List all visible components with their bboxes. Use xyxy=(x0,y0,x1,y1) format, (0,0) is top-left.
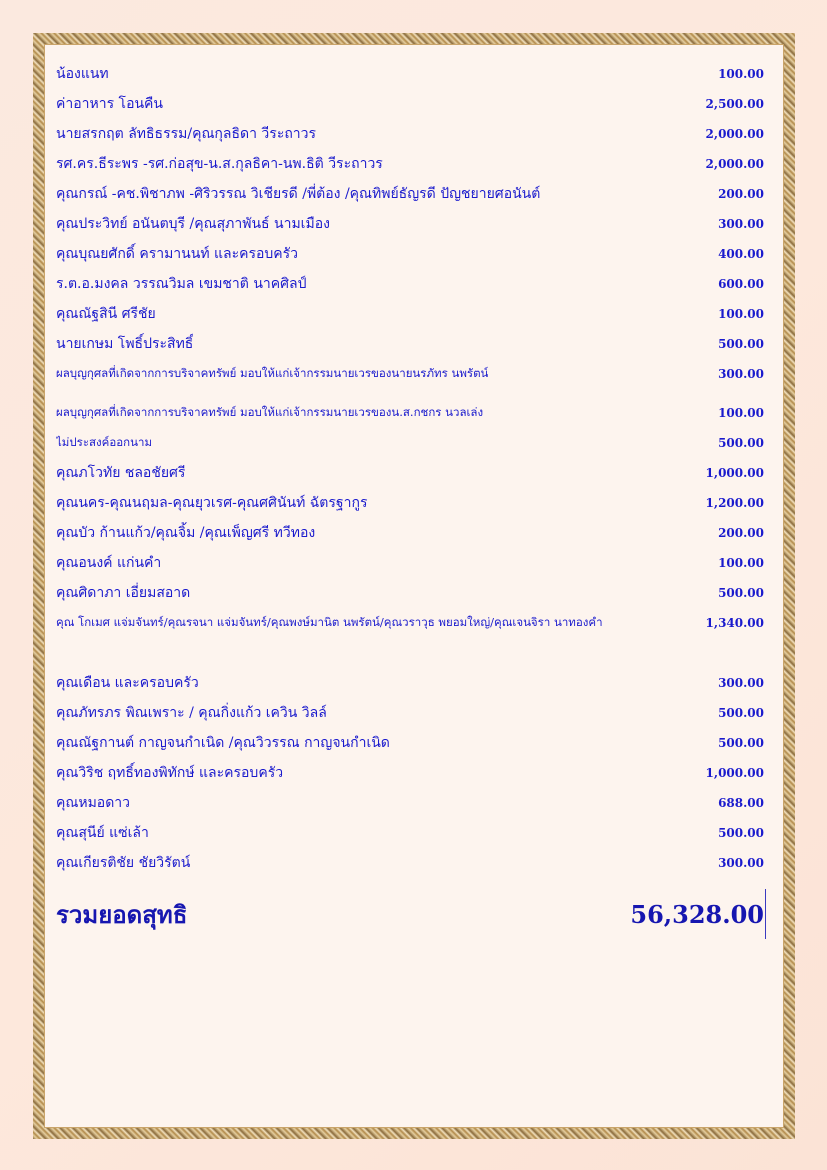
donor-name: คุณบัว ก้านแก้ว/คุณจิ้ม /คุณเพ็ญศรี ทวีทอง xyxy=(56,525,316,541)
total-row xyxy=(56,894,764,934)
list-item xyxy=(56,518,764,548)
list-item xyxy=(56,578,764,608)
total-value: 56,328.00 xyxy=(630,899,764,929)
list-item xyxy=(56,668,764,698)
list-item xyxy=(56,608,764,638)
list-item xyxy=(56,458,764,488)
donation-amount: 2,000.00 xyxy=(705,127,764,141)
list-item xyxy=(56,89,764,119)
donor-name: คุณนคร-คุณนฤมล-คุณยุวเรศ-คุณศศินันท์ ฉัตรฐากูร xyxy=(56,495,368,511)
donor-name: คุณวิริช ฤทธิ์ทองพิทักษ์ และครอบครัว xyxy=(56,765,284,781)
list-item xyxy=(56,299,764,329)
donation-amount: 500.00 xyxy=(718,826,764,840)
list-item xyxy=(56,398,764,428)
donation-amount: 300.00 xyxy=(718,367,764,381)
donor-name: ผลบุญกุศลที่เกิดจากการบริจาคทรัพย์ มอบให้แก่เจ้ากรรมนายเวรของนายนรภัทร นพรัตน์ xyxy=(56,366,489,380)
donation-amount: 400.00 xyxy=(718,247,764,261)
donation-amount: 500.00 xyxy=(718,337,764,351)
row-spacer xyxy=(56,638,764,668)
donor-name: คุณบุณยศักดิ์ ครามานนท์ และครอบครัว xyxy=(56,246,299,262)
list-item xyxy=(56,758,764,788)
donor-name: คุณกรณ์ -คช.พิชาภพ -ศิริวรรณ วิเชียรดี /พี่ต้อง /คุณทิพย์ธัญรดี ปัญชยายศอนันต์ xyxy=(56,186,541,202)
list-item xyxy=(56,488,764,518)
donation-amount: 100.00 xyxy=(718,67,764,81)
list-item xyxy=(56,179,764,209)
donation-amount: 500.00 xyxy=(718,706,764,720)
donor-name: นายเกษม โพธิ์ประสิทธิ์ xyxy=(56,336,194,352)
list-item xyxy=(56,149,764,179)
page-frame xyxy=(33,33,795,1139)
row-spacer xyxy=(56,389,764,398)
donation-amount: 2,500.00 xyxy=(705,97,764,111)
total-label: รวมยอดสุทธิ xyxy=(56,899,188,929)
list-item xyxy=(56,848,764,878)
donation-amount: 200.00 xyxy=(718,526,764,540)
donor-name: คุณเดือน และครอบครัว xyxy=(56,675,199,691)
donor-name: คุณภัทรภร พิณเพราะ / คุณกิ่งแก้ว เควิน วิลล์ xyxy=(56,705,327,721)
donation-amount: 1,000.00 xyxy=(705,466,764,480)
donor-name: คุณประวิทย์ อนันตบุรี /คุณสุภาพันธ์ นามเมือง xyxy=(56,216,330,232)
total-divider xyxy=(765,889,766,939)
donation-amount: 1,000.00 xyxy=(705,766,764,780)
donation-amount: 500.00 xyxy=(718,736,764,750)
list-item xyxy=(56,428,764,458)
donation-amount: 500.00 xyxy=(718,436,764,450)
donor-name: คุณอนงค์ แก่นคำ xyxy=(56,555,162,571)
donor-name: คุณศิดาภา เอี่ยมสอาด xyxy=(56,585,191,601)
donation-amount: 500.00 xyxy=(718,586,764,600)
list-item xyxy=(56,698,764,728)
donor-name: ร.ต.อ.มงคล วรรณวิมล เขมชาติ นาคศิลป์ xyxy=(56,276,307,292)
donor-name: คุณ โกเมศ แจ่มจันทร์/คุณรจนา แจ่มจันทร์/คุณพงษ์มานิต นพรัตน์/คุณวราวุธ พยอมใหญ่/คุณเจนจิรา นาทองคำ xyxy=(56,615,603,629)
donor-name: คุณณัฐกานต์ กาญจนกำเนิด /คุณวิวรรณ กาญจนกำเนิด xyxy=(56,735,390,751)
donor-name: ไม่ประสงค์ออกนาม xyxy=(56,435,153,449)
donation-amount: 100.00 xyxy=(718,406,764,420)
list-item xyxy=(56,359,764,389)
donation-amount: 1,340.00 xyxy=(705,616,764,630)
list-item xyxy=(56,728,764,758)
list-item xyxy=(56,269,764,299)
list-item xyxy=(56,239,764,269)
donation-list xyxy=(56,59,764,878)
donation-amount: 300.00 xyxy=(718,217,764,231)
donation-amount: 300.00 xyxy=(718,856,764,870)
list-item xyxy=(56,209,764,239)
donor-name: น้องแนท xyxy=(56,66,109,82)
donor-name: รศ.คร.ธีระพร -รศ.ก่อสุข-น.ส.กุลธิคา-นพ.ธิติ วีระถาวร xyxy=(56,156,383,172)
donation-amount: 100.00 xyxy=(718,556,764,570)
donation-amount: 200.00 xyxy=(718,187,764,201)
donor-name: ค่าอาหาร โอนคืน xyxy=(56,96,163,112)
donation-amount: 1,200.00 xyxy=(705,496,764,510)
donation-amount: 600.00 xyxy=(718,277,764,291)
list-item xyxy=(56,329,764,359)
donor-name: ผลบุญกุศลที่เกิดจากการบริจาคทรัพย์ มอบให้แก่เจ้ากรรมนายเวรของน.ส.กชกร นวลเล่ง xyxy=(56,405,484,419)
list-item xyxy=(56,788,764,818)
donation-amount: 300.00 xyxy=(718,676,764,690)
donor-name: คุณหมอดาว xyxy=(56,795,131,811)
donation-amount: 100.00 xyxy=(718,307,764,321)
list-item xyxy=(56,548,764,578)
donation-amount: 2,000.00 xyxy=(705,157,764,171)
list-item xyxy=(56,818,764,848)
donation-amount: 688.00 xyxy=(718,796,764,810)
donor-name: คุณเกียรติชัย ชัยวิรัตน์ xyxy=(56,855,191,871)
donor-name: คุณณัฐสินี ศรีชัย xyxy=(56,306,156,322)
donor-name: นายสรกฤต ลัทธิธรรม/คุณกุลธิดา วีระถาวร xyxy=(56,126,317,142)
list-item xyxy=(56,119,764,149)
donor-name: คุณภโวทัย ชลอชัยศรี xyxy=(56,465,186,481)
list-item xyxy=(56,59,764,89)
donor-name: คุณสุนีย์ แซ่เล้า xyxy=(56,825,149,841)
